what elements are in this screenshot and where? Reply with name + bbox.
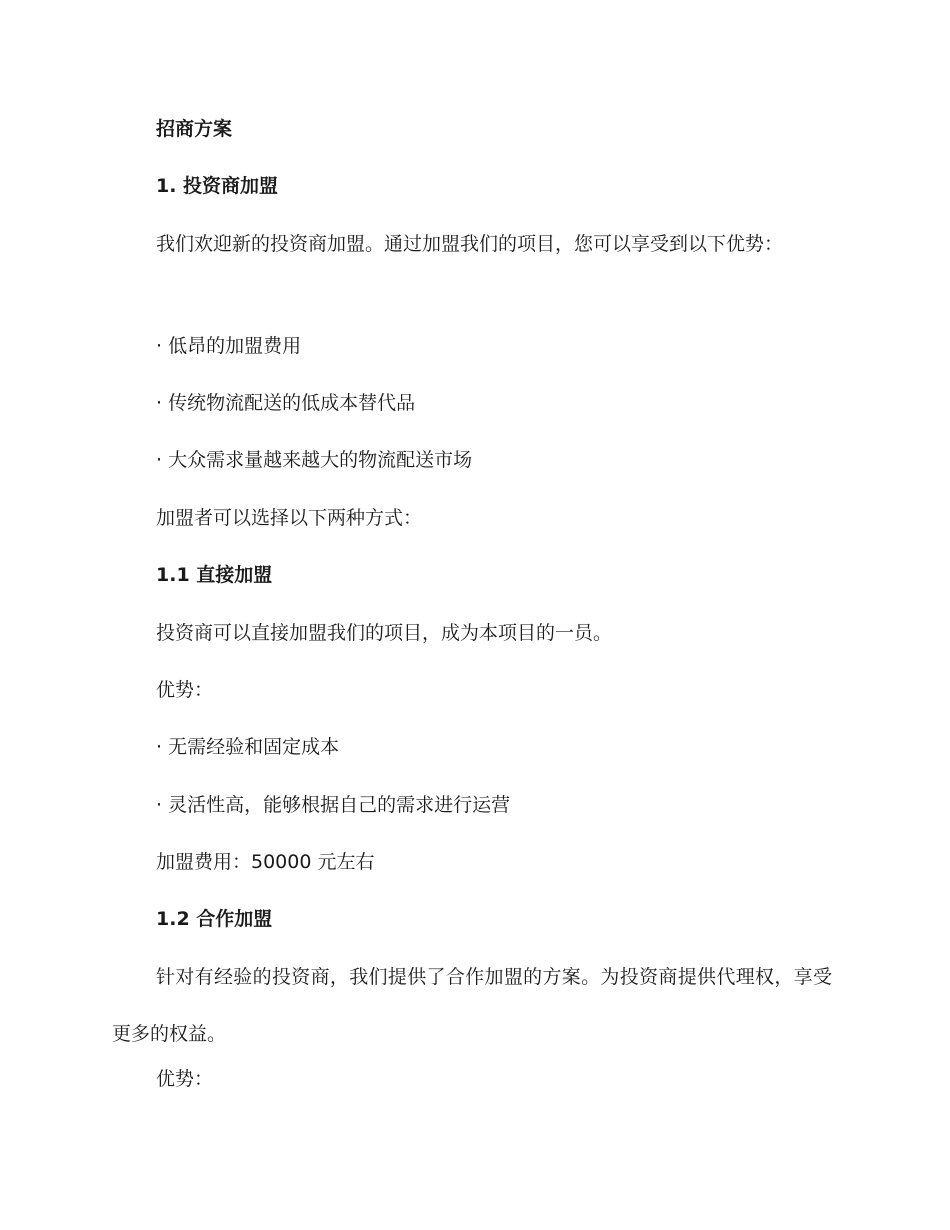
bullet-item: · 低昂的加盟费用 xyxy=(156,335,302,357)
section-1-intro: 我们欢迎新的投资商加盟。通过加盟我们的项目，您可以享受到以下优势： xyxy=(156,233,784,255)
bullet-item: · 无需经验和固定成本 xyxy=(156,736,340,758)
section-1-1-text: 投资商可以直接加盟我们的项目，成为本项目的一员。 xyxy=(156,622,613,644)
section-1-heading: 1. 投资商加盟 xyxy=(156,175,279,197)
bullet-item: · 传统物流配送的低成本替代品 xyxy=(156,392,416,414)
advantages-label: 优势： xyxy=(156,1068,214,1090)
section-1-1-heading: 1.1 直接加盟 xyxy=(156,564,273,586)
options-text: 加盟者可以选择以下两种方式： xyxy=(156,507,423,529)
bullet-item: · 大众需求量越来越大的物流配送市场 xyxy=(156,449,473,471)
section-1-2-heading: 1.2 合作加盟 xyxy=(156,908,273,930)
advantages-label: 优势： xyxy=(156,679,214,701)
bullet-item: · 灵活性高，能够根据自己的需求进行运营 xyxy=(156,794,511,816)
fee-text: 加盟费用：50000 元左右 xyxy=(156,851,375,873)
section-1-2-text: 针对有经验的投资商，我们提供了合作加盟的方案。为投资商提供代理权，享受更多的权益。 xyxy=(112,966,832,1045)
document-title: 招商方案 xyxy=(156,118,233,140)
